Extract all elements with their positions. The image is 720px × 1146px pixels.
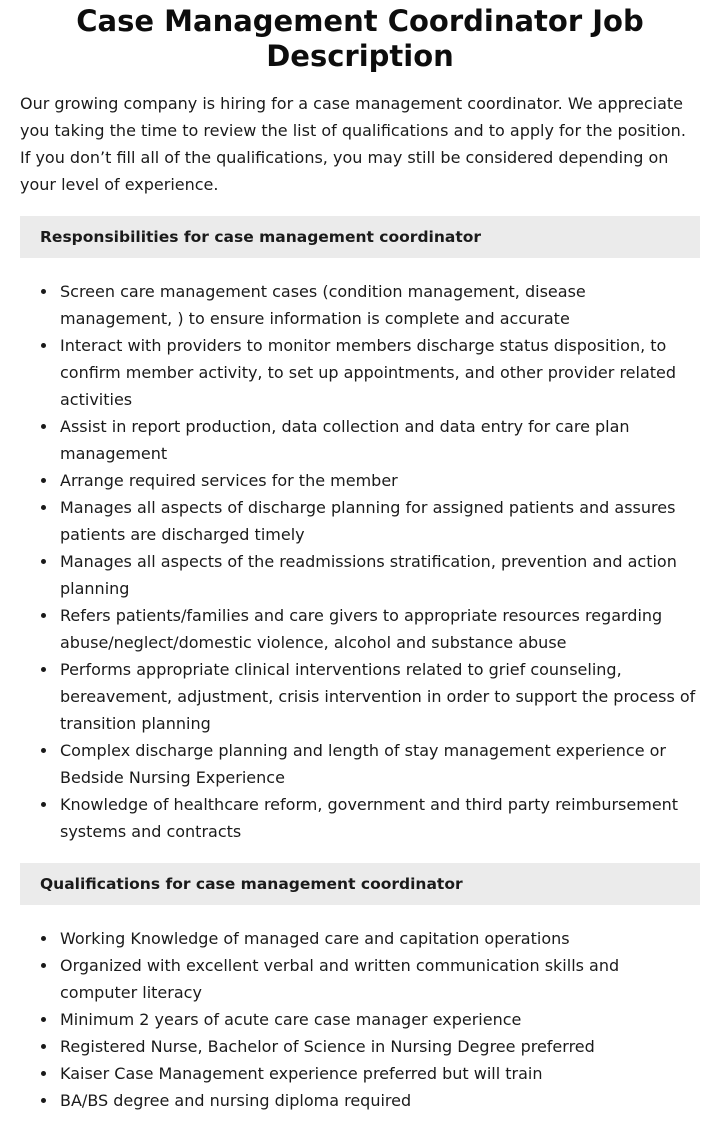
list-item: BA/BS degree and nursing diploma required [20,1087,700,1114]
list-item: Arrange required services for the member [20,467,700,494]
list-item: Interact with providers to monitor members discharge status disposition, to confirm member activity, to set up appointments, and other provider related activities [20,332,700,413]
list-item: Kaiser Case Management experience preferred but will train [20,1060,700,1087]
list-item: Manages all aspects of the readmissions stratification, prevention and action planning [20,548,700,602]
list-item: Performs appropriate clinical interventions related to grief counseling, bereavement, adjustment, crisis intervention in order to support the process of transition planning [20,656,700,737]
list-item: Working Knowledge of managed care and capitation operations [20,925,700,952]
list-item: Minimum 2 years of acute care case manager experience [20,1006,700,1033]
qualifications-heading: Qualifications for case management coordinator [20,863,700,905]
list-item: Organized with excellent verbal and written communication skills and computer literacy [20,952,700,1006]
list-item: Assist in report production, data collection and data entry for care plan management [20,413,700,467]
intro-paragraph: Our growing company is hiring for a case management coordinator. We appreciate you taking the time to review the list of qualifications and to apply for the position. If you don’t fill all of the qualifications, you may still be considered depending on your level of experience. [20,94,686,194]
responsibilities-list [20,278,700,845]
qualifications-list [20,925,700,1114]
list-item: Screen care management cases (condition management, disease management, ) to ensure information is complete and accurate [20,278,700,332]
list-item: Manages all aspects of discharge planning for assigned patients and assures patients are discharged timely [20,494,700,548]
responsibilities-heading: Responsibilities for case management coordinator [20,216,700,258]
page-title: Case Management Coordinator Job Description [76,4,644,73]
list-item: Complex discharge planning and length of stay management experience or Bedside Nursing Experience [20,737,700,791]
list-item: Registered Nurse, Bachelor of Science in Nursing Degree preferred [20,1033,700,1060]
list-item: Knowledge of healthcare reform, government and third party reimbursement systems and contracts [20,791,700,845]
list-item: Refers patients/families and care givers to appropriate resources regarding abuse/neglect/domestic violence, alcohol and substance abuse [20,602,700,656]
